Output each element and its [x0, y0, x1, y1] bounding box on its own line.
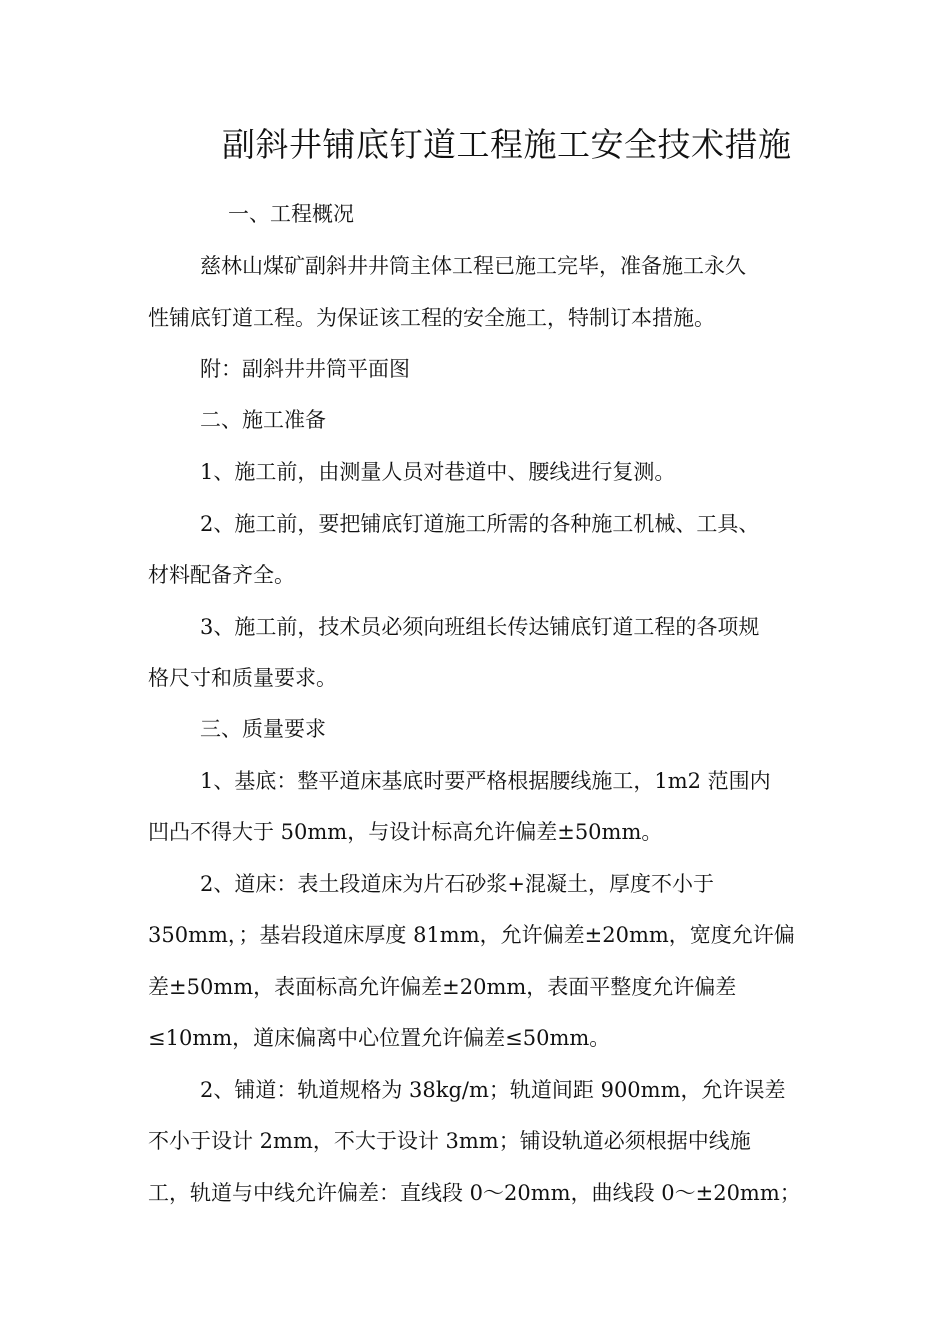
paragraph-line: 性铺底钉道工程。为保证该工程的安全施工，特制订本措施。: [148, 306, 715, 330]
paragraph-line: 2、铺道：轨道规格为 38kg/m；轨道间距 900mm，允许误差: [200, 1078, 786, 1102]
paragraph-line: 工，轨道与中线允许偏差：直线段 0～20mm，曲线段 0～±20mm；: [148, 1181, 801, 1205]
paragraph-line: 凹凸不得大于 50mm，与设计标高允许偏差±50mm。: [148, 820, 663, 844]
paragraph-line: 2、施工前，要把铺底钉道施工所需的各种施工机械、工具、: [200, 512, 760, 536]
section-heading: 二、施工准备: [200, 408, 326, 432]
section-heading: 一、工程概况: [228, 202, 354, 226]
paragraph-line: 350mm，；基岩段道床厚度 81mm，允许偏差±20mm，宽度允许偏: [148, 923, 795, 947]
paragraph-line: 附：副斜井井筒平面图: [200, 357, 410, 381]
paragraph-line: 差±50mm，表面标高允许偏差±20mm，表面平整度允许偏差: [148, 975, 737, 999]
paragraph-line: 1、施工前，由测量人员对巷道中、腰线进行复测。: [200, 460, 676, 484]
paragraph-line: 慈林山煤矿副斜井井筒主体工程已施工完毕，准备施工永久: [200, 254, 746, 278]
paragraph-line: ≤10mm，道床偏离中心位置允许偏差≤50mm。: [148, 1026, 611, 1050]
paragraph-line: 格尺寸和质量要求。: [148, 666, 337, 690]
section-heading: 三、质量要求: [200, 717, 326, 741]
paragraph-line: 2、道床：表土段道床为片石砂浆+混凝土，厚度不小于: [200, 872, 714, 896]
document-title: 副斜井铺底钉道工程施工安全技术措施: [222, 125, 792, 164]
paragraph-line: 3、施工前，技术员必须向班组长传达铺底钉道工程的各项规: [200, 615, 760, 639]
paragraph-line: 材料配备齐全。: [148, 563, 295, 587]
paragraph-line: 1、基底：整平道床基底时要严格根据腰线施工，1m2 范围内: [200, 769, 771, 793]
paragraph-line: 不小于设计 2mm，不大于设计 3mm；铺设轨道必须根据中线施: [148, 1129, 751, 1153]
